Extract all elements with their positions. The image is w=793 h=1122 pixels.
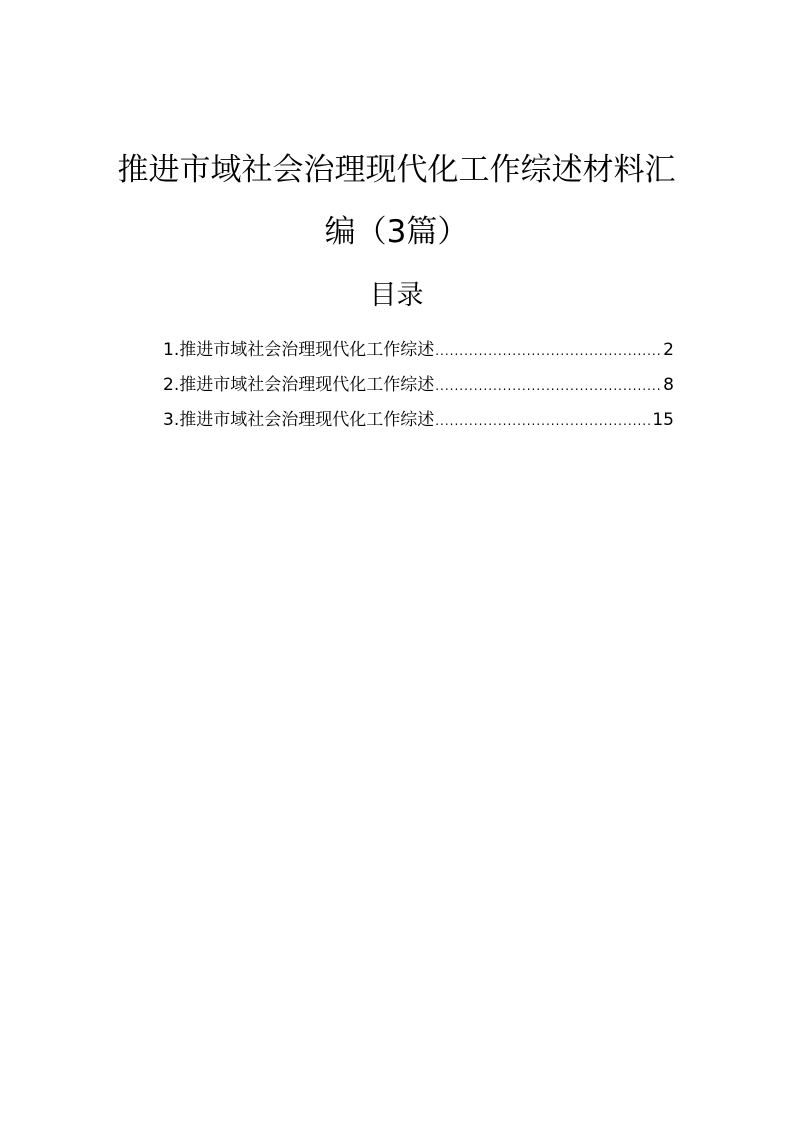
toc-entry-title[interactable]: 1.推进市域社会治理现代化工作综述	[163, 340, 435, 360]
toc-entry-page-number[interactable]: 8	[663, 375, 674, 395]
toc-dot-leader	[435, 339, 662, 364]
toc-entry[interactable]	[163, 408, 674, 433]
toc-entry[interactable]	[163, 373, 674, 398]
document-title-line-1: 推进市域社会治理现代化工作综述材料汇	[117, 152, 676, 188]
toc-dot-leader	[435, 374, 662, 399]
toc-entry-title[interactable]: 2.推进市域社会治理现代化工作综述	[163, 375, 435, 395]
toc-dot-leader	[435, 409, 651, 434]
toc-heading: 目录	[369, 280, 424, 311]
toc-entry-page-number[interactable]: 2	[663, 340, 674, 360]
toc-entry-title[interactable]: 3.推进市域社会治理现代化工作综述	[163, 410, 435, 430]
toc-entry[interactable]	[163, 338, 674, 363]
toc-entry-page-number[interactable]: 15	[652, 410, 674, 430]
document-title-line-2: 编（3篇）	[324, 214, 469, 250]
table-of-contents	[163, 338, 674, 443]
